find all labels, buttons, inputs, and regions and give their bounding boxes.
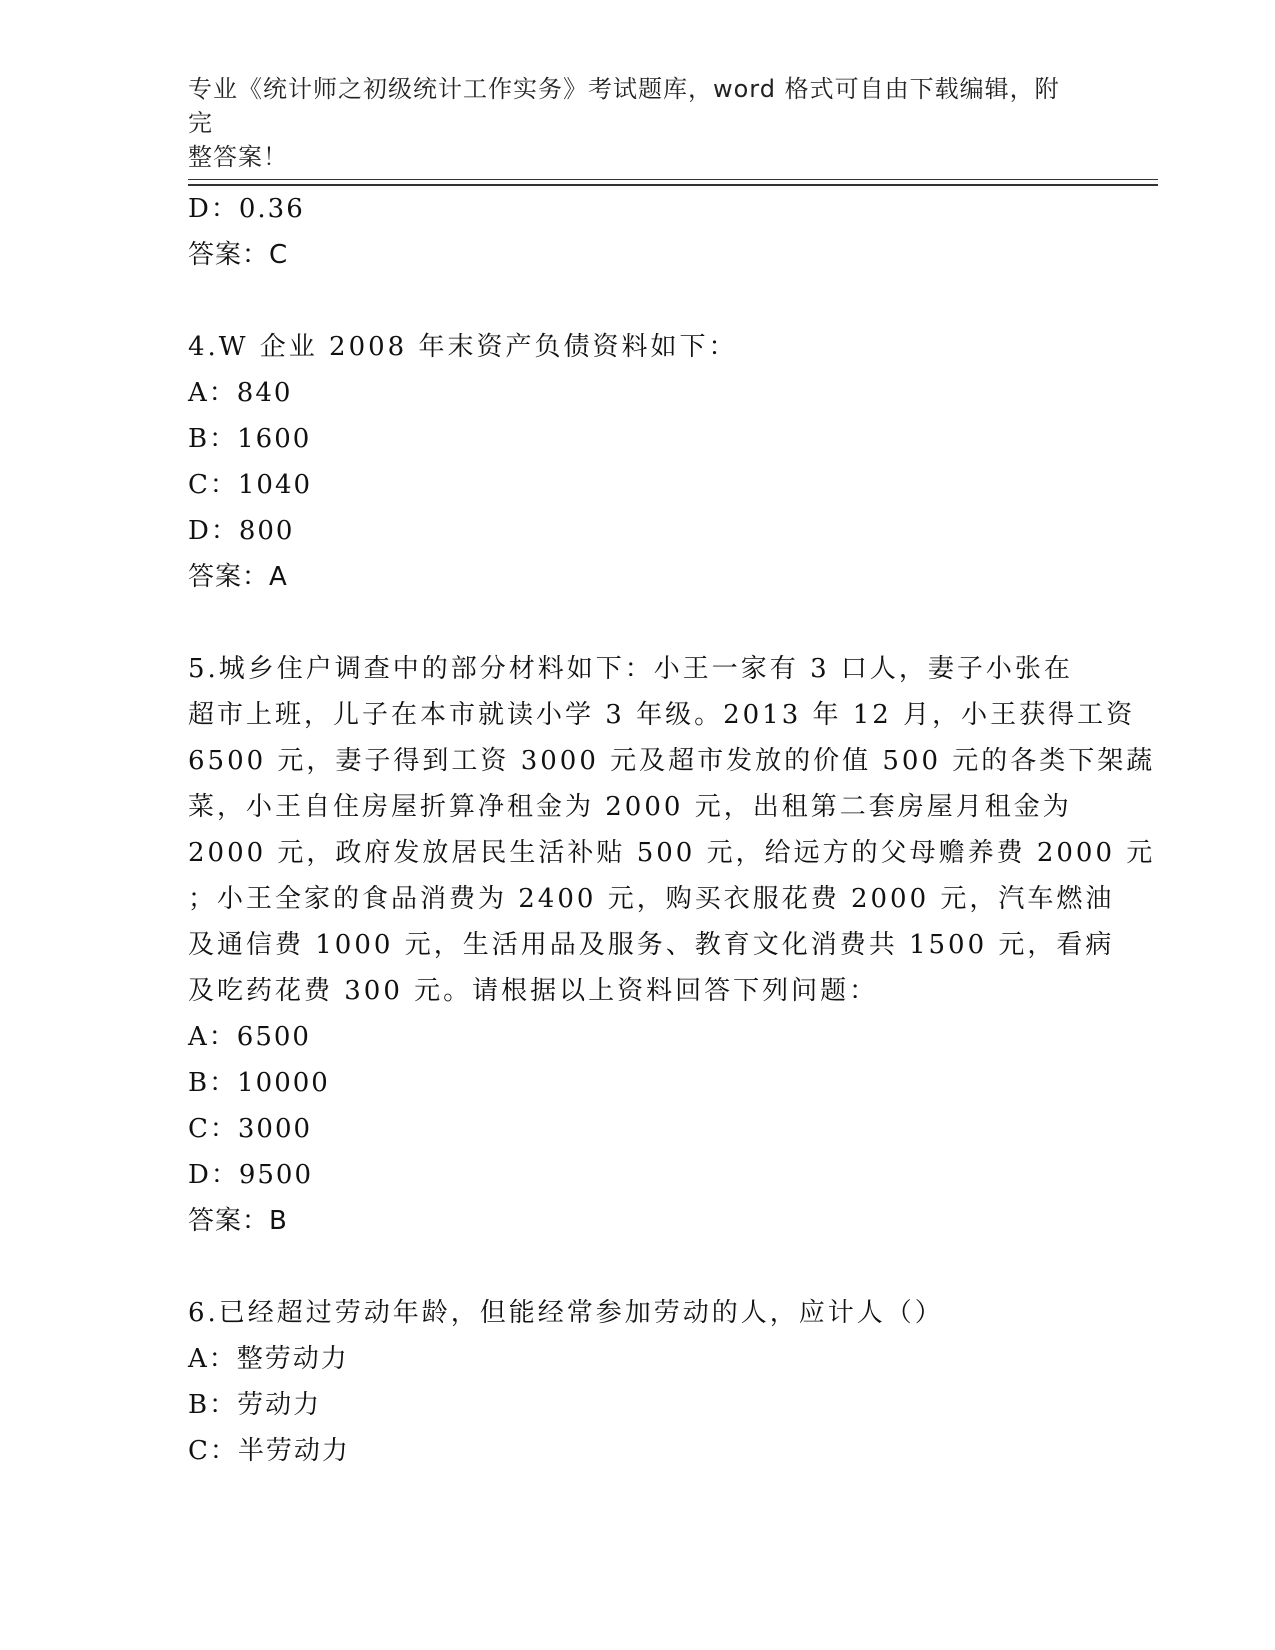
q5-line-3: 6500 元，妻子得到工资 3000 元及超市发放的价值 500 元的各类下架蔬 — [188, 746, 1156, 776]
q5-line-1: 5.城乡住户调查中的部分材料如下：小王一家有 3 口人，妻子小张在 — [188, 654, 1073, 684]
q5-option-a: A：6500 — [188, 1022, 311, 1052]
q5-line-2: 超市上班，儿子在本市就读小学 3 年级。2013 年 12 月，小王获得工资 — [188, 700, 1136, 730]
q4-option-a: A：840 — [188, 378, 293, 408]
spacer — [188, 1244, 1078, 1290]
document-body — [188, 186, 1156, 1474]
q5-option-d: D：9500 — [188, 1160, 314, 1190]
q5-line-5: 2000 元，政府发放居民生活补贴 500 元，给远方的父母赡养费 2000 元 — [188, 838, 1156, 868]
q5-option-b: B：10000 — [188, 1068, 330, 1098]
q6-option-c: C：半劳动力 — [188, 1436, 350, 1466]
q4-question: 4.W 企业 2008 年末资产负债资料如下： — [188, 332, 738, 362]
q3-answer: 答案：C — [188, 240, 289, 270]
q6-question: 6.已经超过劳动年龄，但能经常参加劳动的人，应计人（） — [188, 1298, 944, 1328]
q5-option-c: C：3000 — [188, 1114, 313, 1144]
page-header — [188, 72, 1078, 174]
header-line-2: 整答案！ — [188, 143, 288, 171]
q5-answer: 答案：B — [188, 1206, 288, 1236]
header-divider-thin — [188, 179, 1158, 180]
q4-answer: 答案：A — [188, 562, 288, 592]
q4-option-c: C：1040 — [188, 470, 313, 500]
spacer — [188, 600, 1078, 646]
header-line-1: 专业《统计师之初级统计工作实务》考试题库，word 格式可自由下载编辑，附完 — [188, 75, 1060, 137]
q6-option-b: B：劳动力 — [188, 1390, 322, 1420]
q4-option-d: D：800 — [188, 516, 295, 546]
q5-line-8: 及吃药花费 300 元。请根据以上资料回答下列问题： — [188, 976, 879, 1006]
q4-option-b: B：1600 — [188, 424, 312, 454]
q3-option-d: D：0.36 — [188, 194, 305, 224]
q5-line-4: 菜，小王自住房屋折算净租金为 2000 元，出租第二套房屋月租金为 — [188, 792, 1072, 822]
spacer — [188, 278, 1078, 324]
q6-option-a: A：整劳动力 — [188, 1344, 349, 1374]
q5-line-7: 及通信费 1000 元，生活用品及服务、教育文化消费共 1500 元，看病 — [188, 930, 1115, 960]
q5-line-6: ；小王全家的食品消费为 2400 元，购买衣服花费 2000 元，汽车燃油 — [188, 884, 1115, 914]
